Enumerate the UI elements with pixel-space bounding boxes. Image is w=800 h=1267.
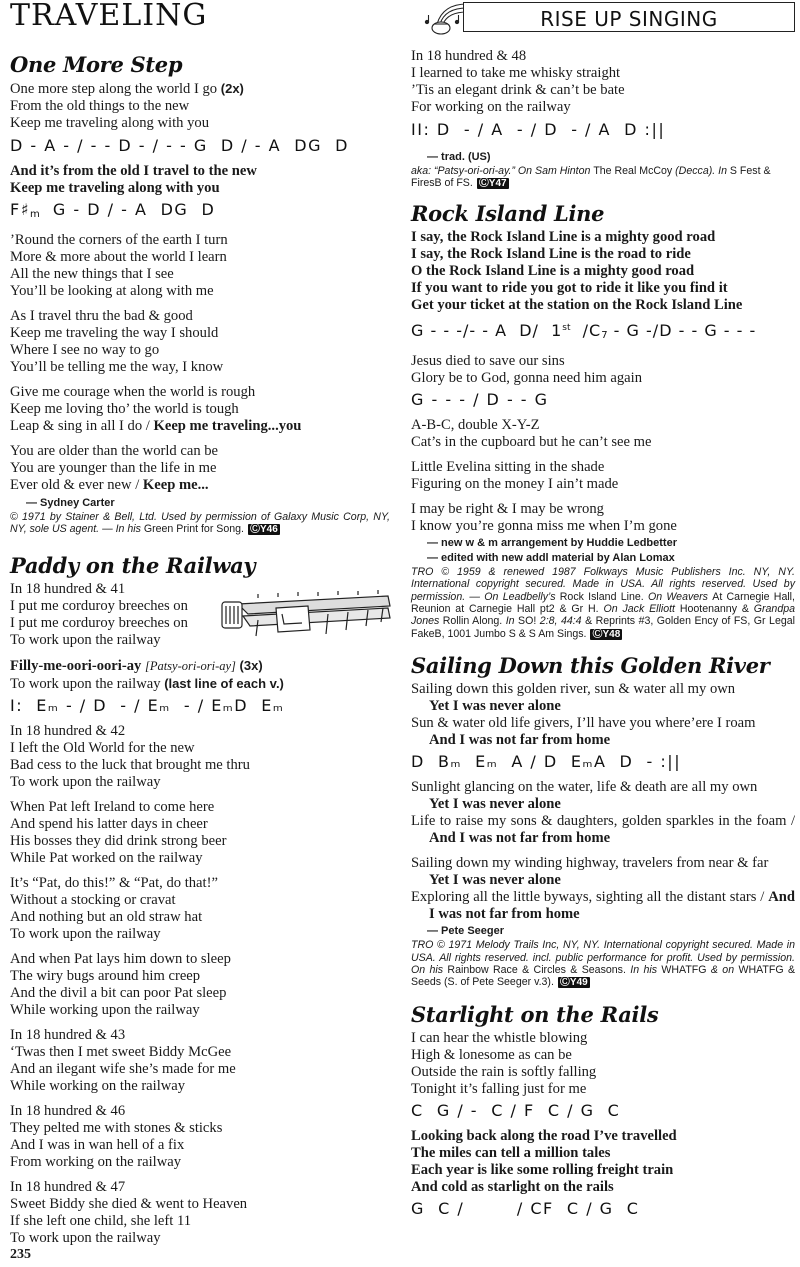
chord-line: C G / - C / F C / G C [411, 1100, 621, 1120]
verse [411, 1030, 795, 1098]
lyric-line: Keep me traveling along with you [10, 115, 209, 131]
song-starlight-on-the-rails [411, 1003, 795, 1219]
lyric-line: To work upon the railway [10, 1229, 161, 1246]
lyric-line: It’s “Pat, do this!” & “Pat, do that!” [10, 874, 218, 891]
lyric-line: In 18 hundred & 48 [411, 48, 527, 64]
lyric-line: To work upon the railway [10, 925, 161, 942]
song-title: Starlight on the Rails [411, 1001, 659, 1027]
chord-line: $F♯_m$ G - D / - A DG D [10, 200, 216, 220]
song-paddy-on-the-railway [10, 554, 390, 1247]
lyric-line: Cat’s in the cupboard but he can’t see me [411, 433, 652, 450]
lyric-line: When Pat left Ireland to come here [10, 798, 215, 815]
lyric-line: Yet I was never alone [429, 872, 561, 889]
lyric-line: To work upon the railway (last line of each v.) [10, 675, 284, 692]
lyric-line: Sunlight glancing on the water, life & death are all my own [411, 779, 758, 796]
lyric-line: And nothing but an old straw hat [10, 908, 203, 925]
lyric-line: Give me courage when the world is rough [10, 384, 256, 400]
lyric-line: Tonight it’s falling just for me [411, 1080, 587, 1097]
chord-line: D Bₘ Eₘ A / D EₘA D - :|| [411, 752, 682, 772]
lyric-line: In 18 hundred & 43 [10, 1026, 126, 1043]
book-banner [411, 0, 795, 38]
lyric-line: Sailing down my winding highway, travelers from near & far [411, 855, 769, 872]
lyric-line: You are younger than the life in me [10, 460, 217, 476]
lyric-line: For working on the railway [411, 99, 571, 115]
lyric-line: And cold as starlight on the rails [411, 1178, 614, 1195]
chorus [10, 657, 390, 693]
chord-line: I: Eₘ - / D - / Eₘ - / EₘD Eₘ [10, 695, 285, 715]
lyric-line: They pelted me with stones & sticks [10, 1119, 223, 1136]
lyric-line: Sun & water old life givers, I’ll have you where’ere I roam [411, 715, 756, 732]
chord-line: G - - -/- - A D/ 1st $/C_7$ - G -/D - - G - - - [411, 320, 757, 341]
lyric-line: To work upon the railway [10, 631, 161, 648]
right-column [411, 0, 795, 1233]
verse [10, 80, 390, 132]
lyric-line: Bad cess to the luck that brought me thru [10, 756, 250, 773]
recording-badge: ⒸY46 [249, 524, 278, 536]
song-title: One More Step [10, 52, 183, 77]
lyric-line: From the old things to the new [10, 98, 190, 114]
lyric-line: Yet I was never alone [429, 796, 561, 813]
lyric-line: I left the Old World for the new [10, 739, 195, 756]
lyric-line: Sweet Biddy she died & went to Heaven [10, 1195, 248, 1212]
chord-line: D - A - / - - D - / - - G D / - A DG D [10, 136, 349, 155]
song-paddy-continued [411, 48, 795, 190]
lyric-line: Exploring all the little byways, sighting all the distant stars / And I was not far from home [411, 889, 795, 923]
lyric-line: And it’s from the old I travel to the new [10, 163, 257, 179]
verse [411, 353, 795, 387]
chord-line: G C / / CF C / G C [411, 1198, 640, 1218]
song-title: Paddy on the Railway [10, 552, 256, 578]
verse [10, 875, 390, 943]
lyric-line: And I was not far from home [429, 732, 611, 749]
lyric-line: Little Evelina sitting in the shade [411, 458, 605, 475]
lyric-line: I say, the Rock Island Line is a mighty good road [411, 228, 716, 245]
lyric-line: The wiry bugs around him creep [10, 967, 201, 984]
verse [10, 951, 390, 1019]
lyric-line: Without a stocking or cravat [10, 891, 176, 908]
lyric-line: ‘Twas then I met sweet Biddy McGee [10, 1043, 232, 1060]
lyric-line: Jesus died to save our sins [411, 352, 565, 369]
copyright-notice: TRO © 1971 Melody Trails Inc, NY, NY. International copyright secured. Made in USA. All rights reserved. incl. public performance for profit. Used by permission. On his Rainbow Race & Circles & Seasons. In his WHATFG & on WHATFG & Seeds (S. of Pete Seeger v.3). ⒸY49 [411, 939, 796, 989]
lyric-line: Ever old & ever new / Keep me... [10, 477, 209, 493]
lyric-line: O the Rock Island Line is a mighty good road [411, 262, 695, 279]
lyric-line: All the new things that I see [10, 266, 174, 282]
recording-badge: ⒸY49 [559, 977, 588, 989]
song-credit: — Sydney Carter [26, 497, 115, 509]
repeat-tag: (2x) [220, 81, 244, 96]
lyric-line: As I travel thru the bad & good [10, 308, 193, 324]
lyric-line: Keep me loving tho’ the world is tough [10, 401, 239, 417]
verse [10, 384, 390, 435]
lyric-line: Filly-me-oori-oori-ay [Patsy-ori-ori-ay] (3x) [10, 657, 263, 674]
lyric-line: High & lonesome as can be [411, 1046, 572, 1063]
lyric-line: In 18 hundred & 47 [10, 1178, 126, 1195]
copyright-notice: TRO © 1959 & renewed 1987 Folkways Music Publishers Inc. NY, NY. International copyright secured. Made in USA. All rights reserved. Used by permission. — On Leadbelly’s Rock Island Line. On Weavers At Carnegie Hall, Reunion at Carnegie Hall pt2 & Gr H. On Jack Elliott Hootenanny & Grandpa Jones Rollin Along. In SO! 2:8, 44:4 & Reprints #3, Golden Ency of FS, Gr Legal FakeB, 1001 Jumbo S & S Am Sings. ⒸY48 [411, 565, 795, 640]
lyric-line: If she left one child, she left 11 [10, 1212, 192, 1229]
verse [10, 799, 390, 867]
lyric-line: I put me corduroy breeches on [10, 597, 188, 614]
verse [10, 1103, 390, 1171]
song-credit: — trad. (US) [427, 151, 491, 163]
lyric-line: I know you’re gonna miss me when I’m gone [411, 517, 677, 534]
verse [10, 1179, 390, 1247]
copyright-notice: © 1971 by Stainer & Bell, Ltd. Used by permission of Galaxy Music Corp, NY, NY, sole US agent. — In his Green Print for Song. ⒸY46 [10, 511, 390, 536]
recording-badge: ⒸY48 [592, 628, 621, 640]
lyric-line: Sailing down this golden river, sun & water all my own [411, 681, 736, 698]
page-number: 235 [10, 1247, 31, 1262]
verse [411, 501, 795, 535]
song-sailing-down-this-golden-river [411, 654, 795, 989]
verse [411, 855, 795, 923]
lyric-line: Each year is like some rolling freight train [411, 1161, 674, 1178]
lyric-line: One more step along the world I go (2x) [10, 81, 244, 97]
lyric-line: To work upon the railway [10, 773, 161, 790]
lyric-line: Looking back along the road I’ve travelled [411, 1127, 677, 1144]
verse [411, 779, 795, 847]
lyric-line: Yet I was never alone [429, 698, 561, 715]
verse [10, 723, 390, 791]
verse [10, 232, 390, 300]
lyric-line: While working on the railway [10, 1077, 186, 1094]
lyric-line: Keep me traveling the way I should [10, 325, 219, 341]
lyric-line: You’ll be looking at along with me [10, 283, 214, 299]
lyric-line: While Pat worked on the railway [10, 849, 203, 866]
lyric-line: Outside the rain is softly falling [411, 1063, 597, 1080]
lyric-line: A-B-C, double X-Y-Z [411, 416, 540, 433]
lyric-line: More & more about the world I learn [10, 249, 227, 265]
lyric-line: In 18 hundred & 46 [10, 1102, 126, 1119]
verse [411, 681, 795, 749]
lyric-line: In 18 hundred & 41 [10, 580, 126, 597]
verse [10, 1027, 390, 1095]
song-rock-island-line [411, 202, 795, 640]
chorus [411, 229, 795, 314]
song-title: Rock Island Line [411, 200, 605, 226]
recording-badge: ⒸY47 [478, 178, 507, 190]
song-title: Sailing Down this Golden River [411, 653, 770, 679]
song-one-more-step [10, 53, 390, 536]
lyric-line: Where I see no way to go [10, 342, 160, 358]
railway-handcar-illustration [218, 590, 393, 638]
lyric-line: Figuring on the money I ain’t made [411, 475, 619, 492]
verse [411, 48, 795, 116]
lyric-line: You’ll be telling me the way, I know [10, 359, 224, 375]
lyric-line: ’Tis an elegant drink & can’t be bate [411, 82, 625, 98]
song-credit: — edited with new addl material by Alan Lomax [427, 551, 675, 564]
lyric-line: If you want to ride you got to ride it like you find it [411, 279, 728, 296]
song-credit: — Pete Seeger [427, 925, 505, 938]
banner-title: RISE UP SINGING [540, 7, 718, 31]
verse [411, 459, 795, 493]
lyric-line: You are older than the world can be [10, 443, 219, 459]
lyric-line: And an ilegant wife she’s made for me [10, 1060, 236, 1077]
lyric-line: In 18 hundred & 42 [10, 722, 126, 739]
lyric-line: While working upon the railway [10, 1001, 200, 1018]
lyric-line: I learned to take me whisky straight [411, 65, 621, 81]
lyric-line: And when Pat lays him down to sleep [10, 950, 231, 967]
copyright-notice: aka: “Patsy-ori-ori-ay.” On Sam Hinton The Real McCoy (Decca). In S Fest & FiresB of FS. ⒸY47 [411, 165, 771, 190]
lyric-line: From working on the railway [10, 1153, 182, 1170]
lyric-line: And spend his latter days in cheer [10, 815, 208, 832]
chorus [411, 1128, 795, 1196]
chord-line: G - - - / D - - G [411, 389, 549, 409]
lyric-line: Leap & sing in all I do / Keep me traveling...you [10, 418, 302, 434]
song-credit: — new w & m arrangement by Huddie Ledbetter [427, 536, 677, 549]
lyric-line: And I was in wan hell of a fix [10, 1136, 185, 1153]
lyric-line: The miles can tell a million tales [411, 1144, 611, 1161]
lyric-line: His bosses they did drink strong beer [10, 832, 227, 849]
chord-line: II: D - / A - / D - / A D :|| [411, 120, 666, 139]
chorus [10, 163, 390, 197]
verse [411, 417, 795, 451]
verse [10, 443, 390, 494]
section-title: TRAVELING [10, 0, 208, 33]
verse [10, 308, 390, 376]
lyric-line: Life to raise my sons & daughters, golden sparkles in the foam / And I was not far from home [411, 813, 795, 847]
lyric-line: I may be right & I may be wrong [411, 500, 604, 517]
banner-frame [463, 2, 795, 32]
lyric-line: I can hear the whistle blowing [411, 1029, 588, 1046]
lyric-line: Keep me traveling along with you [10, 180, 220, 196]
lyric-line: And the divil a bit can poor Pat sleep [10, 984, 227, 1001]
lyric-line: I put me corduroy breeches on [10, 614, 188, 631]
lyric-line: Get your ticket at the station on the Rock Island Line [411, 296, 743, 313]
lyric-line: ’Round the corners of the earth I turn [10, 232, 228, 248]
lyric-line: Glory be to God, gonna need him again [411, 369, 643, 386]
lyric-line: I say, the Rock Island Line is the road to ride [411, 245, 691, 262]
